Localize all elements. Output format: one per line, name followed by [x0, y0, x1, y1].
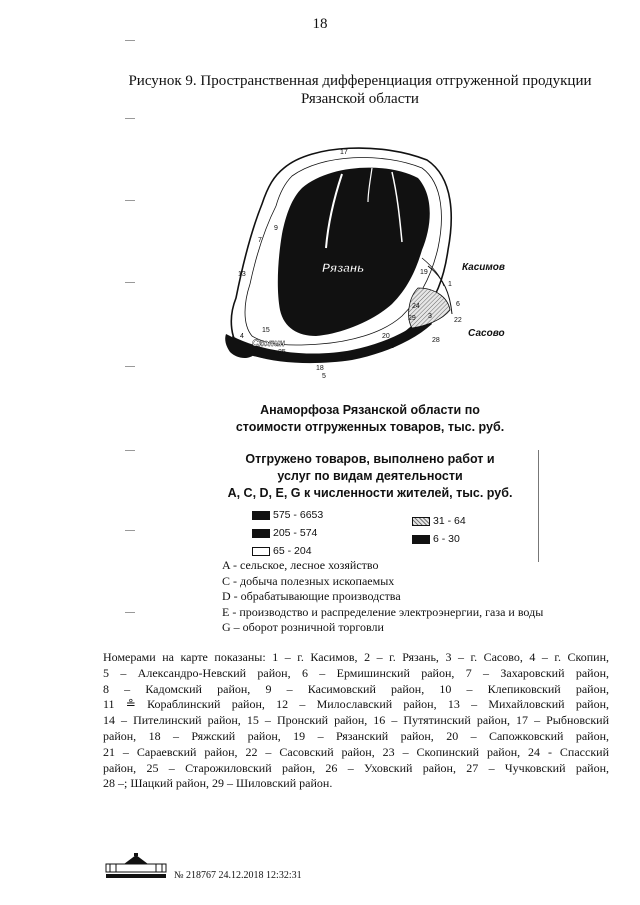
city-label-sasovo: Сасово: [468, 328, 505, 339]
district-number: 7: [258, 237, 262, 244]
anamorphosis-caption-line-2: стоимости отгруженных товаров, тыс. руб.: [235, 420, 505, 434]
legend-label: 65 - 204: [273, 545, 312, 557]
district-number: 11: [340, 355, 348, 362]
district-number: 19: [420, 269, 428, 276]
legend-swatch-black: [412, 535, 430, 544]
district-number: 1: [448, 281, 452, 288]
legend-swatch-white: [252, 547, 270, 556]
note-line: 11 ≗ Кораблинский район, 12 – Милославский район, 13 – Михайловский район,: [103, 697, 609, 712]
margin-mark: [125, 450, 135, 451]
margin-mark: [125, 200, 135, 201]
legend-item: [252, 527, 317, 539]
figure-title: [100, 72, 620, 108]
district-number: 6: [456, 301, 460, 308]
legend-swatch-hatched: [412, 517, 430, 526]
district-number: 18: [316, 365, 324, 372]
e-government-logo: [104, 852, 168, 880]
legend-title-line-1: Отгружено товаров, выполнено работ и: [245, 452, 495, 466]
city-label-ryazan: Рязань: [322, 261, 365, 275]
note-line: Номерами на карте показаны: 1 – г. Касимов, 2 – г. Рязань, 3 – г. Сасово, 4 – г. Скопин,: [103, 650, 609, 664]
district-number: 21: [386, 343, 394, 350]
anamorphosis-caption-line-1: Анаморфоза Рязанской области по: [260, 403, 480, 417]
district-number: 25: [278, 349, 286, 356]
district-numbers-note: [103, 650, 609, 792]
activity-code: E - производство и распределение электроэнергии, газа и воды: [222, 604, 544, 619]
note-line: 5 – Александро-Невский район, 6 – Ермишинский район, 7 – Захаровский район,: [103, 665, 609, 680]
district-number: 17: [340, 149, 348, 156]
activity-codes-list: [222, 558, 543, 636]
anamorphosis-caption: [200, 402, 540, 436]
note-line: район, 18 – Ряжский район, 19 – Рязанский район, 20 – Сапожковский район,: [103, 728, 609, 743]
district-number: 5: [322, 373, 326, 380]
district-number: 20: [382, 333, 390, 340]
district-number: 13: [238, 271, 246, 278]
district-number: 24: [412, 303, 420, 310]
district-number: 22: [454, 317, 462, 324]
document-stamp: № 218767 24.12.2018 12:32:31: [174, 870, 302, 881]
legend-title-line-3: A, C, D, E, G к численности жителей, тыс. руб.: [227, 486, 513, 500]
legend-label: 205 - 574: [273, 527, 318, 539]
legend-label: 575 - 6653: [273, 509, 324, 521]
anamorphosis-map: [222, 138, 522, 388]
district-number: 4: [240, 333, 244, 340]
note-line: район, 25 – Старожиловский район, 26 – Уховский район, 27 – Чучковский район,: [103, 760, 609, 775]
city-label-skopin: Скопин: [252, 338, 285, 348]
city-label-kasimov: Касимов: [462, 262, 505, 273]
scan-line: [538, 450, 539, 562]
legend-item: [252, 545, 312, 557]
note-line: 21 – Сараевский район, 22 – Сасовский район, 23 – Скопинский район, 24 - Спасский: [103, 744, 609, 759]
margin-mark: [125, 612, 135, 613]
margin-mark: [125, 118, 135, 119]
margin-mark: [125, 282, 135, 283]
district-number: 28: [432, 337, 440, 344]
note-line: 28 –; Шацкий район, 29 – Шиловский район.: [103, 776, 333, 791]
figure-title-line-2: Рязанской области: [301, 91, 419, 107]
legend-title-line-2: услуг по видам деятельности: [277, 469, 463, 483]
district-number: 9: [274, 225, 278, 232]
legend-item: [412, 533, 460, 545]
page-number: 18: [312, 16, 328, 32]
activity-code: C - добыча полезных ископаемых: [222, 573, 395, 588]
legend-label: 31 - 64: [433, 515, 466, 527]
district-number: 15: [262, 327, 270, 334]
note-line: 8 – Кадомский район, 9 – Касимовский район, 10 – Клепиковский район,: [103, 681, 609, 696]
legend-swatch-black: [252, 511, 270, 520]
activity-code: D - обрабатывающие производства: [222, 589, 401, 604]
legend-swatch-black: [252, 529, 270, 538]
activity-code: A - сельское, лесное хозяйство: [222, 558, 379, 572]
activity-code: G – оборот розничной торговли: [222, 620, 384, 635]
note-line: 14 – Пителинский район, 15 – Пронский район, 16 – Путятинский район, 17 – Рыбновский: [103, 713, 609, 728]
margin-mark: [125, 366, 135, 367]
margin-mark: [125, 530, 135, 531]
legend-item: [252, 509, 323, 521]
district-number: 29: [408, 315, 416, 322]
district-number: 3: [428, 313, 432, 320]
legend-title: [200, 451, 540, 502]
margin-mark: [125, 40, 135, 41]
legend-item: [412, 515, 466, 527]
legend-label: 6 - 30: [433, 533, 460, 545]
figure-title-line-1: Рисунок 9. Пространственная дифференциация отгруженной продукции: [128, 73, 592, 89]
